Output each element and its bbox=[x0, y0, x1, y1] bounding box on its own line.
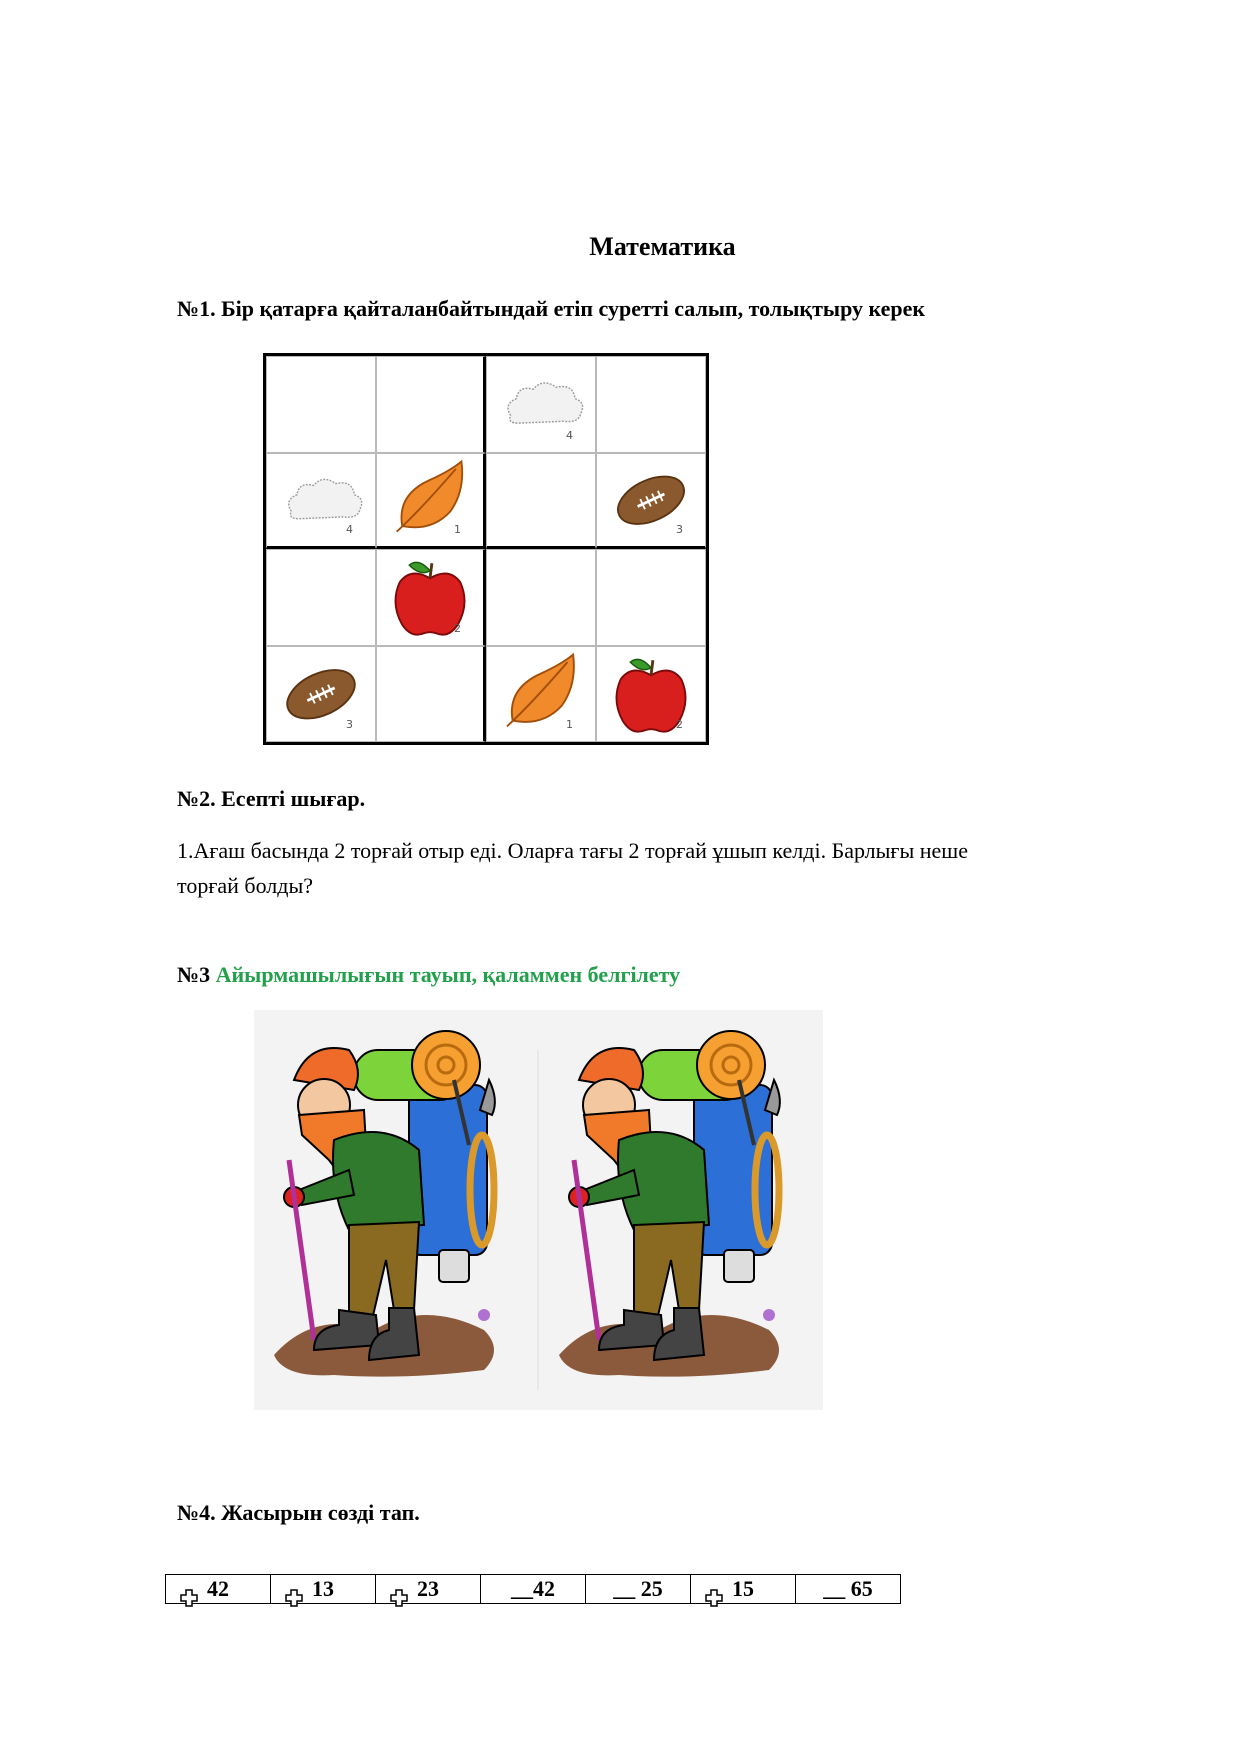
grid-cell bbox=[376, 356, 486, 453]
cell-value: __ 25 bbox=[613, 1576, 663, 1601]
hidden-word-table bbox=[165, 1574, 901, 1604]
football-icon bbox=[597, 454, 705, 547]
table-cell bbox=[691, 1575, 796, 1604]
table-cell bbox=[586, 1575, 691, 1604]
grid-cell bbox=[266, 646, 376, 743]
task2-heading: №2. Есепті шығар. bbox=[177, 786, 366, 811]
task3-number: №3 bbox=[177, 962, 211, 987]
grid-cell bbox=[486, 549, 596, 646]
grid-cell bbox=[596, 453, 706, 550]
flower-icon bbox=[390, 1587, 408, 1613]
grid-cell bbox=[266, 549, 376, 646]
table-cell bbox=[796, 1575, 901, 1604]
grid-cell bbox=[266, 453, 376, 550]
cell-number: 1 bbox=[454, 523, 461, 536]
grid-cell bbox=[486, 453, 596, 550]
hikers-illustration bbox=[254, 1010, 823, 1410]
grid-cell bbox=[376, 549, 486, 646]
spot-difference-image bbox=[254, 1010, 823, 1410]
table-cell bbox=[166, 1575, 271, 1604]
football-icon bbox=[267, 647, 375, 742]
cloud-icon bbox=[267, 454, 375, 547]
grid-cell bbox=[376, 453, 486, 550]
task2-line1: 1.Ағаш басында 2 торғай отыр еді. Оларға тағы 2 торғай ұшып келді. Барлығы неше bbox=[177, 838, 968, 863]
task4-heading: №4. Жасырын сөзді тап. bbox=[177, 1500, 420, 1525]
cell-number: 1 bbox=[566, 718, 573, 731]
grid-cell bbox=[486, 646, 596, 743]
cell-value: 13 bbox=[312, 1576, 334, 1601]
cell-number: 2 bbox=[676, 718, 683, 731]
cell-number: 4 bbox=[566, 428, 573, 442]
flower-icon bbox=[285, 1587, 303, 1613]
grid-cell bbox=[486, 356, 596, 453]
grid-cell bbox=[266, 356, 376, 453]
cell-value: 15 bbox=[732, 1576, 754, 1601]
sudoku-grid bbox=[263, 353, 709, 745]
grid-cell bbox=[596, 549, 706, 646]
cell-value: __ 65 bbox=[823, 1576, 873, 1601]
task3-heading bbox=[177, 962, 680, 988]
table-cell bbox=[376, 1575, 481, 1604]
leaf-icon bbox=[377, 454, 483, 547]
grid-cell bbox=[596, 356, 706, 453]
grid-cell bbox=[376, 646, 486, 743]
cell-value: 42 bbox=[207, 1576, 229, 1601]
cell-number: 3 bbox=[346, 718, 353, 731]
apple-icon bbox=[597, 647, 705, 742]
cell-value: __42 bbox=[511, 1576, 555, 1601]
cloud-icon bbox=[487, 357, 595, 452]
cell-number: 4 bbox=[346, 523, 353, 536]
cell-number: 3 bbox=[676, 523, 683, 536]
task2-line2: торғай болды? bbox=[177, 873, 314, 898]
cell-number: 2 bbox=[454, 621, 461, 635]
table-cell bbox=[271, 1575, 376, 1604]
page-title: Математика bbox=[589, 232, 736, 261]
task1-heading: №1. Бір қатарға қайталанбайтындай етіп суретті салып, толықтыру керек bbox=[177, 296, 926, 321]
leaf-icon bbox=[487, 647, 595, 742]
grid-cell bbox=[596, 646, 706, 743]
flower-icon bbox=[705, 1587, 723, 1613]
cell-value: 23 bbox=[417, 1576, 439, 1601]
table-row bbox=[166, 1575, 901, 1604]
table-cell bbox=[481, 1575, 586, 1604]
task2-text bbox=[177, 833, 968, 903]
apple-icon bbox=[377, 550, 483, 645]
flower-icon bbox=[180, 1587, 198, 1613]
task3-instruction: Айырмашылығын тауып, қаламмен белгілету bbox=[215, 962, 681, 987]
